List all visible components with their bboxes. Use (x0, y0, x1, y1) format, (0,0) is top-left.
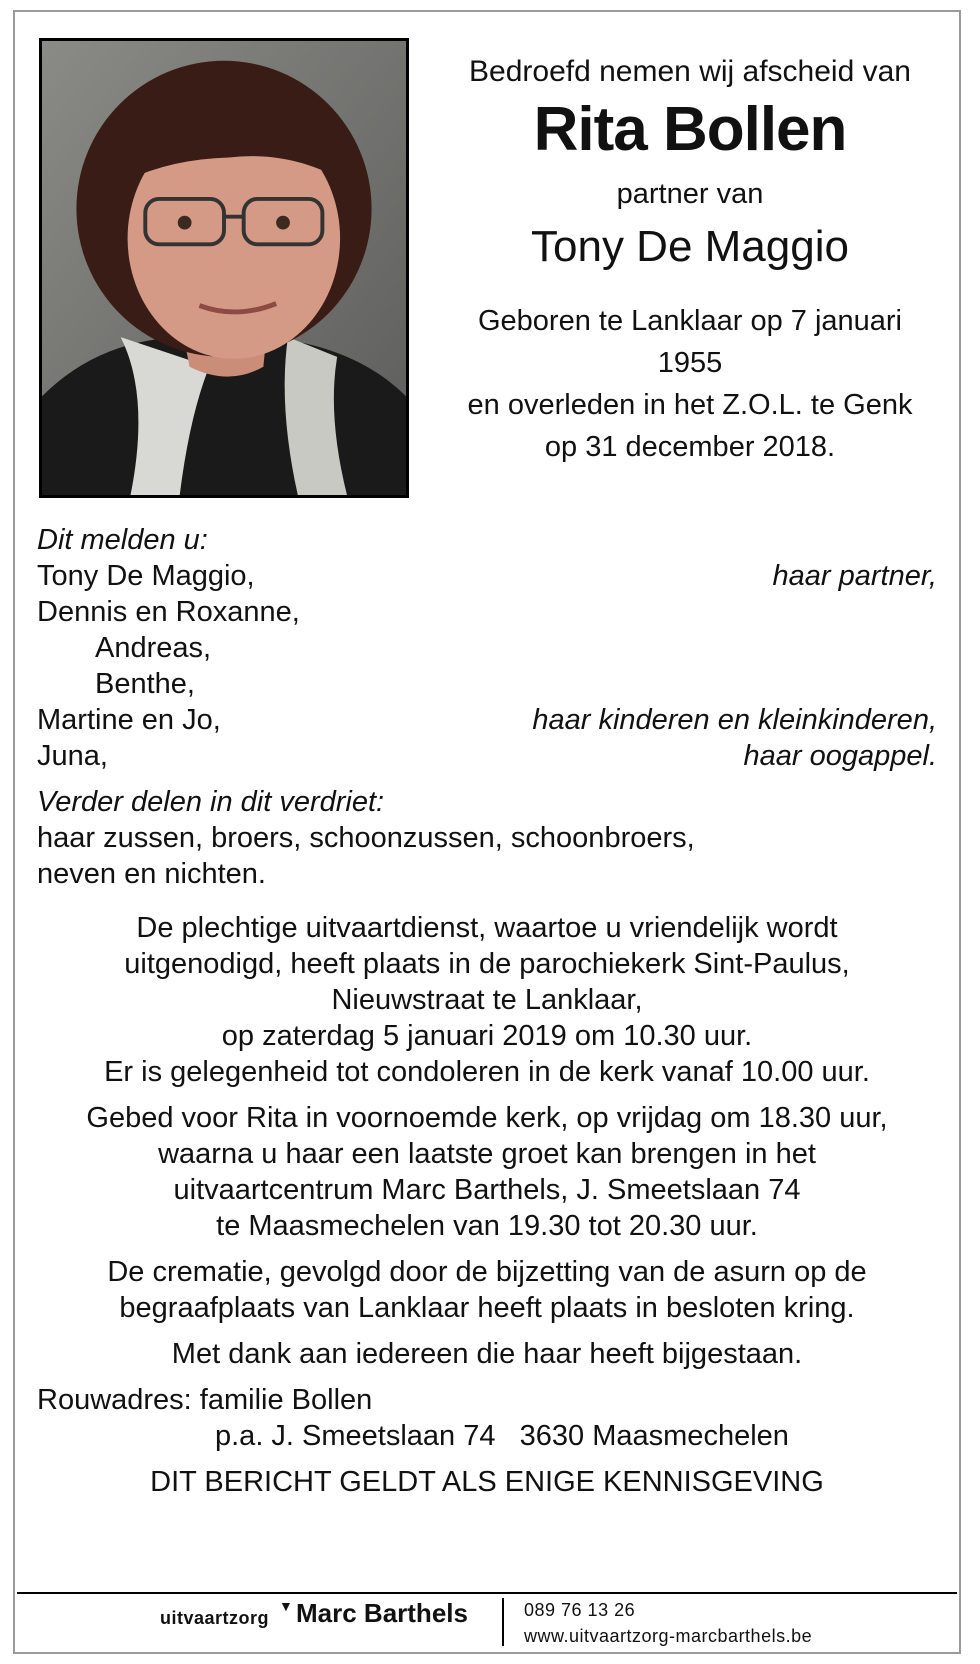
died-line: en overleden in het Z.O.L. te Genk (467, 389, 913, 421)
address-line: p.a. J. Smeetslaan 74 3630 Maasmechelen (215, 1420, 789, 1452)
announcer-name: Juna, (37, 740, 108, 772)
service-line: Nieuwstraat te Lanklaar, (331, 984, 643, 1016)
intro-text: Bedroefd nemen wij afscheid van (469, 55, 911, 88)
cremation-line: De crematie, gevolgd door de bijzetting van de asurn op de (107, 1256, 867, 1288)
announcer-relation: haar partner, (772, 560, 937, 592)
portrait-photo (39, 38, 409, 498)
website-link[interactable]: www.uitvaartzorg-marcbarthels.be (524, 1626, 813, 1646)
partner-label: partner van (616, 178, 764, 210)
announcer-row (37, 558, 937, 594)
service-line: De plechtige uitvaartdienst, waartoe u vriendelijk wordt (136, 912, 838, 944)
brand-name: Marc Barthels (296, 1598, 468, 1628)
contact-info (524, 1597, 812, 1649)
born-year: 1955 (657, 347, 723, 379)
footer-divider (17, 1592, 957, 1594)
announcer-row (37, 738, 937, 774)
phone-number: 089 76 13 26 (524, 1600, 636, 1620)
cremation-block (37, 1254, 937, 1326)
cremation-line: begraafplaats van Lanklaar heeft plaats in besloten kring. (119, 1292, 855, 1324)
further-heading: Verder delen in dit verdriet: (37, 786, 385, 818)
announcer-row (37, 630, 937, 666)
service-line: op zaterdag 5 januari 2019 om 10.30 uur. (221, 1020, 753, 1052)
partner-name: Tony De Maggio (531, 222, 849, 271)
announcers-heading: Dit melden u: (37, 524, 208, 556)
prayer-line: Gebed voor Rita in voornoemde kerk, op vrijdag om 18.30 uur, (86, 1102, 888, 1134)
announcers-block (37, 522, 937, 1500)
brand-prefix: uitvaartzorg (160, 1608, 270, 1628)
further-line: haar zussen, broers, schoonzussen, schoonbroers, (37, 822, 695, 854)
prayer-line: te Maasmechelen van 19.30 tot 20.30 uur. (216, 1210, 758, 1242)
service-line: uitgenodigd, heeft plaats in de parochiekerk Sint-Paulus, (124, 948, 850, 980)
brand-separator (502, 1598, 504, 1646)
prayer-block (37, 1100, 937, 1244)
announcer-name: Andreas, (95, 632, 212, 664)
announcer-relation: haar kinderen en kleinkinderen, (532, 704, 937, 736)
service-line: Er is gelegenheid tot condoleren in de kerk vanaf 10.00 uur. (104, 1056, 870, 1088)
deceased-name: Rita Bollen (533, 95, 847, 164)
announcer-relation: haar oogappel. (743, 740, 937, 772)
notice-header (430, 52, 950, 468)
thanks-text: Met dank aan iedereen die haar heeft bijgestaan. (171, 1338, 803, 1370)
prayer-line: uitvaartcentrum Marc Barthels, J. Smeetslaan 74 (173, 1174, 801, 1206)
service-block (37, 910, 937, 1090)
announcer-row (37, 702, 937, 738)
announcer-name: Tony De Maggio, (37, 560, 255, 592)
address-line: Rouwadres: familie Bollen (37, 1384, 373, 1416)
announcer-row (37, 594, 937, 630)
died-date: op 31 december 2018. (544, 431, 836, 463)
announcer-name: Benthe, (95, 668, 195, 700)
further-block (37, 784, 937, 892)
mourning-address (37, 1382, 937, 1454)
prayer-line: waarna u haar een laatste groet kan brengen in het (158, 1138, 816, 1170)
born-line: Geboren te Lanklaar op 7 januari (477, 305, 902, 337)
announcer-name: Martine en Jo, (37, 704, 221, 736)
announcer-name: Dennis en Roxanne, (37, 596, 300, 628)
triangle-icon: ▼ (279, 1598, 293, 1614)
notice-footer: DIT BERICHT GELDT ALS ENIGE KENNISGEVING (150, 1466, 824, 1498)
further-line: neven en nichten. (37, 858, 266, 890)
announcer-row (37, 666, 937, 702)
life-dates (430, 300, 950, 468)
